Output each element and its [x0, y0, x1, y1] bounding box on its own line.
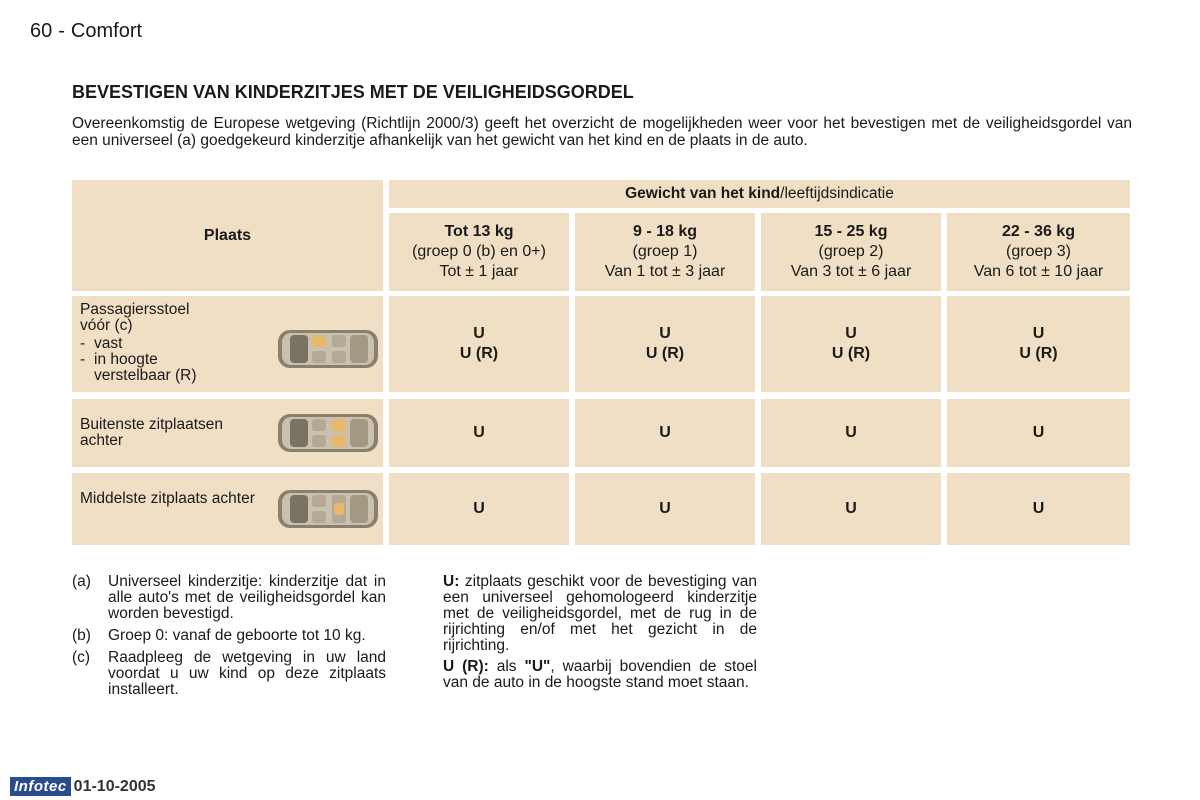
legend-ur-term: U (R): — [443, 658, 489, 675]
column-group: (groep 2) — [818, 243, 884, 260]
page-title: BEVESTIGEN VAN KINDERZITJES MET DE VEILIGHEIDSGORDEL — [72, 82, 634, 102]
cell-value: U — [473, 325, 485, 342]
column-age: Van 6 tot ± 10 jaar — [973, 263, 1104, 280]
table-cell — [389, 296, 569, 392]
table-cell — [947, 296, 1130, 392]
table-cell — [575, 399, 755, 467]
column-age: Van 3 tot ± 6 jaar — [790, 263, 912, 280]
footnote-tag: (c) — [72, 649, 91, 666]
column-age: Tot ± 1 jaar — [439, 263, 519, 280]
table-cell — [947, 473, 1130, 545]
legend-notes — [443, 574, 757, 696]
bullet-dash: - — [80, 335, 86, 352]
cell-value: U — [845, 500, 857, 517]
table-cell — [575, 296, 755, 392]
footnote — [72, 574, 386, 622]
cell-value: U (R) — [1019, 345, 1058, 362]
plaats-label: Plaats — [203, 226, 252, 244]
intro-paragraph: Overeenkomstig de Europese wetgeving (Richtlijn 2000/3) geeft het overzicht de mogelijkheden weer voor het bevestigen met de veiligheidsgordel van een universeel (a) goedgekeurd kinderzitje afhankelijk van het gewicht van het kind en de plaats in de auto. — [72, 115, 1132, 149]
table-row-label-cell — [72, 399, 383, 467]
page-number: 60 — [30, 20, 53, 42]
bullet-text: vast — [94, 335, 123, 352]
table-row-label-cell — [72, 296, 383, 392]
cell-value: U (R) — [645, 345, 685, 362]
column-header — [575, 213, 755, 291]
table-cell — [947, 399, 1130, 467]
car-front-passenger-seat-icon — [276, 326, 380, 372]
page-footer — [10, 777, 156, 796]
table-cell — [761, 399, 941, 467]
column-header — [389, 213, 569, 291]
plaats-header-cell — [72, 180, 383, 291]
column-group: (groep 0 (b) en 0+) — [412, 243, 546, 260]
legend-ur-text: , waarbij bovendien de stoel van de auto in de hoogste stand moet staan. — [443, 658, 757, 691]
list-item — [80, 336, 270, 352]
cell-value: U — [659, 500, 671, 517]
infotec-logo: Infotec — [10, 777, 71, 796]
cell-value: U — [473, 500, 485, 517]
group-title-rest: /leeftijdsindicatie — [780, 185, 894, 202]
cell-value: U (R) — [459, 345, 499, 362]
legend-ur-quote: "U" — [524, 658, 551, 675]
cell-value: U — [1032, 325, 1045, 342]
legend-u-text: zitplaats geschikt voor de bevestiging van een universeel gehomologeerd kinderzitje met de veiligheidsgordel, met de rug in de rijrichting en/of met het gezicht in de rijrichting. — [443, 573, 757, 654]
legend-u — [443, 574, 757, 654]
column-group: (groep 1) — [632, 243, 698, 260]
footnote-text: Groep 0: vanaf de geboorte tot 10 kg. — [108, 627, 366, 644]
header-separator: - — [58, 20, 65, 42]
column-weight: Tot 13 kg — [444, 223, 514, 240]
cell-value: U (R) — [831, 345, 871, 362]
cell-value: U — [659, 325, 671, 342]
footnote-tag: (b) — [72, 627, 91, 644]
cell-value: U — [1032, 500, 1045, 517]
legend-ur — [443, 659, 757, 691]
footnotes — [72, 574, 386, 704]
column-header — [761, 213, 941, 291]
cell-value: U — [473, 424, 485, 441]
bullet-text: in hoogte verstelbaar (R) — [94, 351, 197, 384]
column-weight: 22 - 36 kg — [1002, 223, 1075, 240]
bullet-dash: - — [80, 351, 86, 368]
footnote-text: Universeel kinderzitje: kinderzitje dat in alle auto's met de veiligheidsgordel kan worden bevestigd. — [108, 573, 386, 622]
table-cell — [761, 473, 941, 545]
cell-value: U — [845, 424, 857, 441]
row-label-line: Passagiersstoel — [80, 301, 190, 318]
table-row-label-cell — [72, 473, 383, 545]
row-label-line: vóór (c) — [80, 317, 133, 334]
column-header — [947, 213, 1130, 291]
footnote — [72, 650, 386, 698]
footer-date: 01-10-2005 — [73, 777, 156, 795]
list-item — [80, 352, 270, 384]
column-weight: 9 - 18 kg — [632, 223, 698, 240]
row-label: Middelste zitplaats achter — [80, 490, 255, 507]
column-group: (groep 3) — [1006, 243, 1071, 260]
group-title — [625, 185, 894, 203]
page-header — [30, 20, 142, 43]
group-title-cell — [389, 180, 1130, 208]
child-seat-table — [72, 180, 1130, 545]
footnote-tag: (a) — [72, 573, 91, 590]
row-label: Buitenste zitplaatsen achter — [80, 416, 224, 449]
table-cell — [389, 399, 569, 467]
legend-u-term: U: — [443, 573, 460, 590]
legend-ur-text: als — [488, 658, 525, 675]
column-age: Van 1 tot ± 3 jaar — [604, 263, 726, 280]
column-weight: 15 - 25 kg — [814, 223, 888, 240]
row-label — [80, 302, 270, 384]
car-rear-outer-seats-icon — [276, 410, 380, 456]
table-cell — [389, 473, 569, 545]
footnote-text: Raadpleeg de wetgeving in uw land voordat u uw kind op deze zitplaats installeert. — [108, 649, 386, 698]
cell-value: U — [845, 325, 857, 342]
section-name: Comfort — [70, 20, 143, 42]
footnote — [72, 628, 386, 644]
cell-value: U — [1032, 424, 1045, 441]
group-title-bold: Gewicht van het kind — [625, 185, 781, 202]
cell-value: U — [659, 424, 671, 441]
car-rear-middle-seat-icon — [276, 486, 380, 532]
table-cell — [575, 473, 755, 545]
table-cell — [761, 296, 941, 392]
